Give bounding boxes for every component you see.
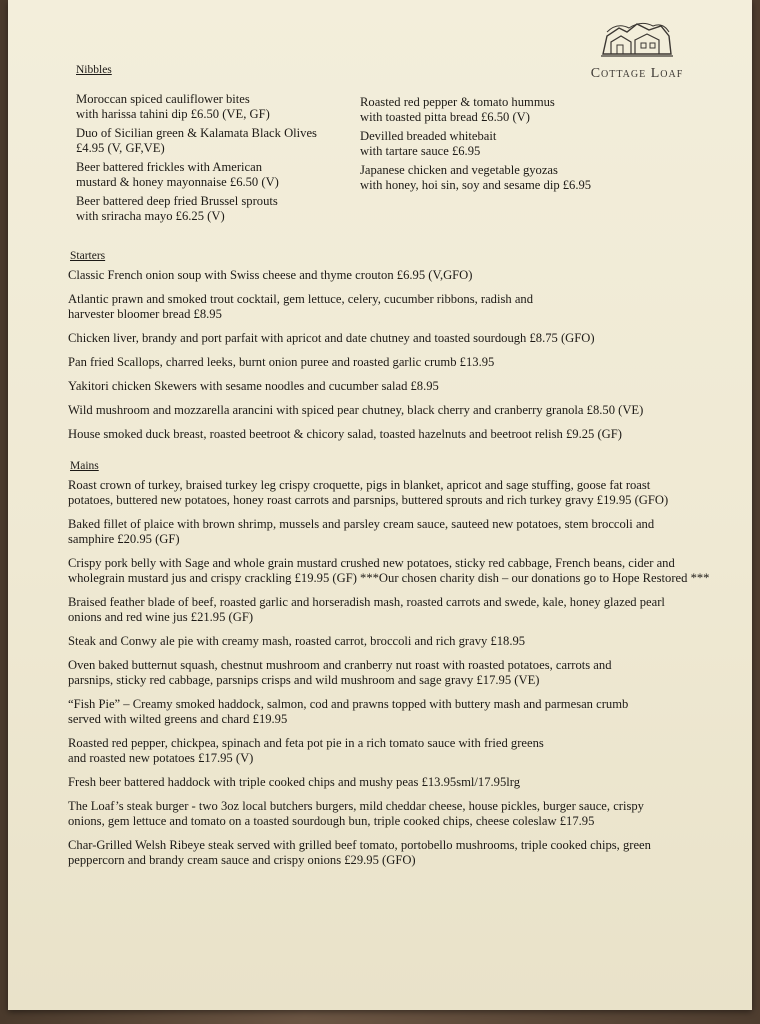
logo-text: Cottage Loaf <box>590 66 684 81</box>
item-text: Wild mushroom and mozzarella arancini with spiced pear chutney, black cherry and cranberry granola £8.50 (VE) <box>68 403 644 417</box>
menu-item <box>68 355 718 370</box>
item-title: Moroccan spiced cauliflower bites <box>76 92 250 106</box>
menu-item <box>68 595 718 625</box>
item-title: Duo of Sicilian green & Kalamata Black Olives <box>76 126 317 140</box>
item-text-continued: onions and red wine jus £21.95 (GF) <box>68 610 254 624</box>
item-title: Beer battered deep fried Brussel sprouts <box>76 194 278 208</box>
item-detail: £4.95 (V, GF,VE) <box>76 141 165 155</box>
menu-item <box>68 427 718 442</box>
item-detail: mustard & honey mayonnaise £6.50 (V) <box>76 175 279 189</box>
item-detail: with sriracha mayo £6.25 (V) <box>76 209 225 223</box>
item-text: Pan fried Scallops, charred leeks, burnt onion puree and roasted garlic crumb £13.95 <box>68 355 495 369</box>
menu-item <box>76 194 366 224</box>
menu-item <box>68 292 718 322</box>
menu-item <box>360 163 650 193</box>
item-title: Devilled breaded whitebait <box>360 129 497 143</box>
mains-heading: Mains <box>70 460 99 472</box>
item-text: Braised feather blade of beef, roasted garlic and horseradish mash, roasted carrots and swede, kale, honey glazed pearl <box>68 595 665 609</box>
menu-item <box>68 331 718 346</box>
menu-item <box>360 95 650 125</box>
cottage-logo-icon <box>597 18 677 62</box>
menu-item <box>76 92 366 122</box>
item-text-continued: served with wilted greens and chard £19.95 <box>68 712 288 726</box>
item-text: Steak and Conwy ale pie with creamy mash, roasted carrot, broccoli and rich gravy £18.95 <box>68 634 526 648</box>
item-text: House smoked duck breast, roasted beetroot & chicory salad, toasted hazelnuts and beetroot relish £9.25 (GF) <box>68 427 622 441</box>
item-text-continued: samphire £20.95 (GF) <box>68 532 180 546</box>
item-detail: with harissa tahini dip £6.50 (VE, GF) <box>76 107 270 121</box>
starters-heading: Starters <box>70 250 106 262</box>
nibbles-heading: Nibbles <box>76 64 112 76</box>
menu-item <box>68 517 718 547</box>
menu-item <box>68 478 718 508</box>
item-text: Atlantic prawn and smoked trout cocktail, gem lettuce, celery, cucumber ribbons, radish and <box>68 292 533 306</box>
item-title: Beer battered frickles with American <box>76 160 263 174</box>
menu-item <box>68 697 718 727</box>
menu-item <box>360 129 650 159</box>
item-text-continued: harvester bloomer bread £8.95 <box>68 307 222 321</box>
item-text: Char-Grilled Welsh Ribeye steak served with grilled beef tomato, portobello mushrooms, triple cooked chips, green <box>68 838 651 852</box>
menu-item <box>68 268 718 283</box>
menu-page <box>8 0 752 1010</box>
item-text: “Fish Pie” – Creamy smoked haddock, salmon, cod and prawns topped with buttery mash and parmesan crumb <box>68 697 629 711</box>
menu-item <box>68 658 718 688</box>
menu-item <box>68 799 718 829</box>
item-detail: with tartare sauce £6.95 <box>360 144 481 158</box>
menu-item <box>68 379 718 394</box>
item-text: Yakitori chicken Skewers with sesame noodles and cucumber salad £8.95 <box>68 379 439 393</box>
menu-item <box>76 160 366 190</box>
item-text-continued: potatoes, buttered new potatoes, honey roast carrots and parsnips, buttered sprouts and rich turkey gravy £19.95 (GFO) <box>68 493 669 507</box>
item-text-continued: parsnips, sticky red cabbage, parsnips crisps and wild mushroom and sage gravy £17.95 (VE) <box>68 673 540 687</box>
item-text: Oven baked butternut squash, chestnut mushroom and cranberry nut roast with roasted potatoes, carrots and <box>68 658 612 672</box>
item-detail: with toasted pitta bread £6.50 (V) <box>360 110 530 124</box>
item-text-continued: onions, gem lettuce and tomato on a toasted sourdough bun, triple cooked chips, cheese coleslaw £17.95 <box>68 814 595 828</box>
starters-list <box>68 268 718 451</box>
menu-item <box>68 838 718 868</box>
item-title: Japanese chicken and vegetable gyozas <box>360 163 558 177</box>
item-text: The Loaf’s steak burger - two 3oz local butchers burgers, mild cheddar cheese, house pickles, burger sauce, crispy <box>68 799 644 813</box>
menu-item <box>76 126 366 156</box>
item-text: Classic French onion soup with Swiss cheese and thyme crouton £6.95 (V,GFO) <box>68 268 473 282</box>
menu-item <box>68 634 718 649</box>
menu-item <box>68 775 718 790</box>
item-title: Roasted red pepper & tomato hummus <box>360 95 555 109</box>
menu-item <box>68 556 718 586</box>
item-text: Baked fillet of plaice with brown shrimp, mussels and parsley cream sauce, sauteed new potatoes, stem broccoli and <box>68 517 655 531</box>
item-text-continued: peppercorn and brandy cream sauce and crispy onions £29.95 (GFO) <box>68 853 416 867</box>
nibbles-left-column <box>76 92 366 228</box>
menu-item <box>68 736 718 766</box>
item-text-continued: wholegrain mustard jus and crispy crackling £19.95 (GF) ***Our chosen charity dish – our donations go to Hope Restored *** <box>68 571 710 585</box>
item-detail: with honey, hoi sin, soy and sesame dip £6.95 <box>360 178 592 192</box>
menu-item <box>68 403 718 418</box>
cottage-loaf-logo <box>572 18 702 82</box>
nibbles-right-column <box>360 95 650 197</box>
item-text: Roast crown of turkey, braised turkey leg crispy croquette, pigs in blanket, apricot and sage stuffing, goose fat roast <box>68 478 651 492</box>
item-text-continued: and roasted new potatoes £17.95 (V) <box>68 751 254 765</box>
mains-list <box>68 478 718 877</box>
item-text: Roasted red pepper, chickpea, spinach and feta pot pie in a rich tomato sauce with fried greens <box>68 736 544 750</box>
item-text: Fresh beer battered haddock with triple cooked chips and mushy peas £13.95sml/17.95lrg <box>68 775 520 789</box>
item-text: Crispy pork belly with Sage and whole grain mustard crushed new potatoes, sticky red cabbage, French beans, cider and <box>68 556 675 570</box>
item-text: Chicken liver, brandy and port parfait with apricot and date chutney and toasted sourdough £8.75 (GFO) <box>68 331 595 345</box>
